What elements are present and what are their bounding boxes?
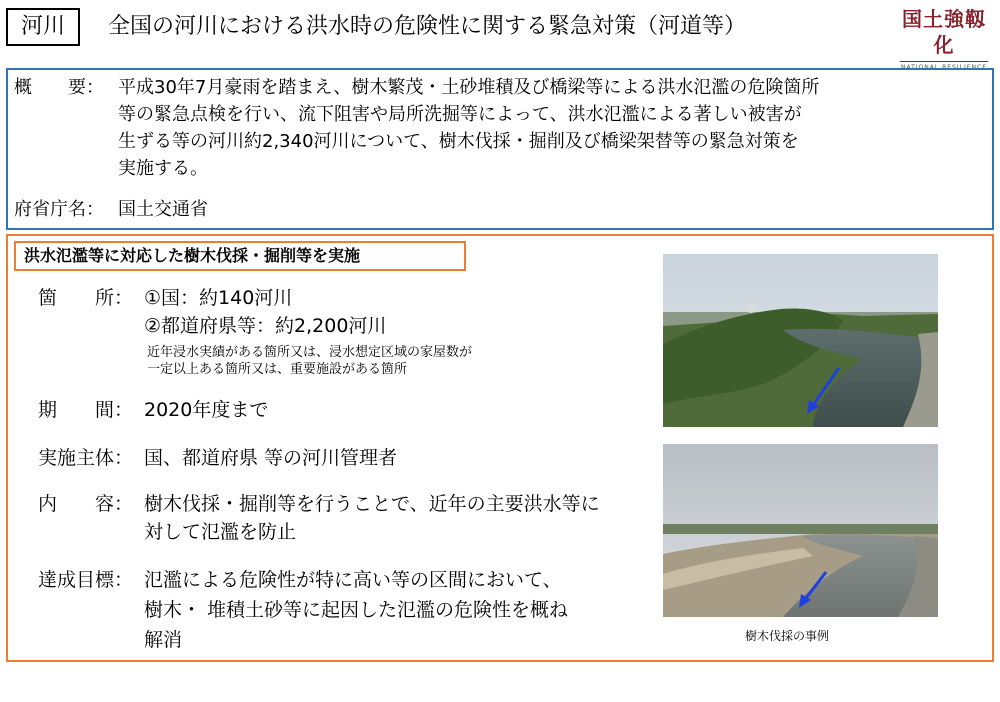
before-river-image [663, 254, 938, 427]
overview-line: 等の緊急点検を行い、流下阻害や局所洗掘等によって、洪水氾濫による著しい被害が [118, 104, 802, 125]
location-note-1: 近年浸水実績がある箇所又は、浸水想定区域の家屋数が [147, 345, 473, 360]
section-title: 洪水氾濫等に対応した樹木伐採・掘削等を実施 [14, 241, 466, 271]
page-title: 全国の河川における洪水時の危険性に関する緊急対策（河道等） [108, 14, 747, 39]
after-river-image [663, 444, 938, 617]
logo-text: 国土強靱化 [902, 7, 986, 57]
photo-caption: 樹木伐採の事例 [745, 629, 830, 643]
content-value-2: 対して氾濫を防止 [144, 521, 297, 543]
location-value-1: ①国：約140河川 [144, 287, 293, 309]
logo-subtext: NATIONAL RESILIENCE [900, 64, 988, 71]
location-label: 箇 所： [38, 287, 134, 309]
target-value-1: 氾濫による危険性が特に高い等の区間において、 [144, 569, 562, 591]
overview-line: 実施する。 [118, 158, 208, 179]
overview-label: 概 要： [14, 77, 104, 98]
after-photo [663, 444, 938, 617]
entity-label: 実施主体： [38, 447, 134, 469]
overview-line: 生ずる等の河川約2,340河川について、樹木伐採・掘削及び橋梁架替等の緊急対策を [118, 131, 799, 152]
logo-divider [900, 61, 988, 62]
target-label: 達成目標： [38, 569, 134, 591]
category-tag: 河川 [6, 8, 80, 46]
national-resilience-logo [894, 6, 994, 71]
target-value-2: 樹木・ 堆積土砂等に起因した氾濫の危険性を概ね [144, 599, 569, 621]
location-note-2: 一定以上ある箇所又は、重要施設がある箇所 [147, 362, 408, 377]
period-label: 期 間： [38, 399, 134, 421]
ministry-value: 国土交通省 [118, 199, 208, 220]
summary-box [6, 68, 994, 230]
overview-text [118, 74, 984, 182]
overview-line: 平成30年7月豪雨を踏まえ、樹木繁茂・土砂堆積及び橋梁等による洪水氾濫の危険箇所 [118, 77, 820, 98]
entity-value: 国、都道府県 等の河川管理者 [144, 447, 398, 469]
location-value-2: ②都道府県等：約2,200河川 [144, 315, 387, 337]
ministry-label: 府省庁名： [14, 199, 104, 220]
period-value: 2020年度まで [144, 399, 269, 421]
content-label: 内 容： [38, 493, 134, 515]
target-value-3: 解消 [144, 629, 183, 651]
before-photo [663, 254, 938, 427]
content-value-1: 樹木伐採・掘削等を行うことで、近年の主要洪水等に [144, 493, 600, 515]
